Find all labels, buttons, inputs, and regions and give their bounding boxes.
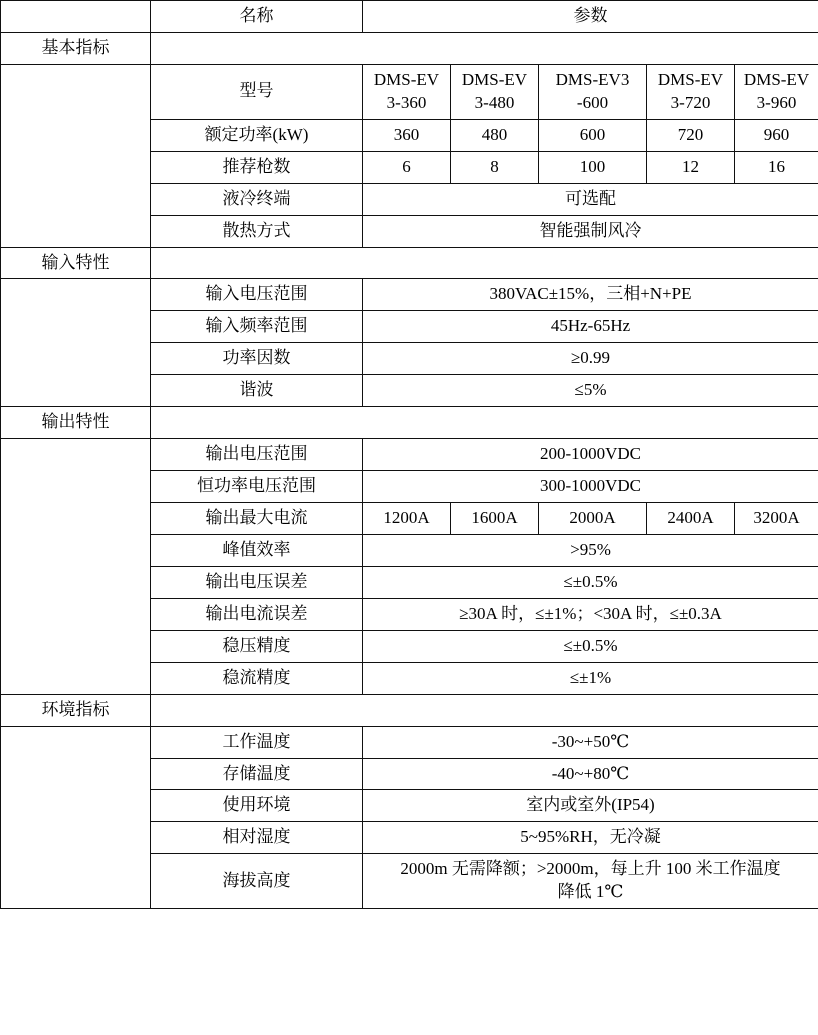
- cell-peak-efficiency: >95%: [363, 534, 818, 566]
- cell-input-frequency-range: 45Hz-65Hz: [363, 311, 818, 343]
- cell-cooling-method: 智能强制风冷: [363, 215, 818, 247]
- header-corner-cell: [1, 1, 151, 33]
- row-label-output-voltage-range: 输出电压范围: [151, 439, 363, 471]
- section-body-spacer-basic: [1, 64, 151, 247]
- cell-max-output-current-1: 1200A: [363, 503, 451, 535]
- row-label-harmonics: 谐波: [151, 375, 363, 407]
- cell-voltage-regulation-accuracy: ≤±0.5%: [363, 630, 818, 662]
- cell-rated-power-1: 360: [363, 119, 451, 151]
- row-label-altitude: 海拔高度: [151, 854, 363, 909]
- cell-current-regulation-accuracy: ≤±1%: [363, 662, 818, 694]
- cell-liquid-cooled-terminal: 可选配: [363, 183, 818, 215]
- cell-model-5: [735, 64, 818, 119]
- section-body-spacer-input: [1, 279, 151, 407]
- section-body-spacer-output: [1, 439, 151, 695]
- cell-gun-count-4: 12: [647, 151, 735, 183]
- cell-rated-power-2: 480: [451, 119, 539, 151]
- cell-altitude: [363, 854, 818, 909]
- cell-rated-power-4: 720: [647, 119, 735, 151]
- section-label-input: 输入特性: [1, 247, 151, 279]
- model-2-line1: DMS-EV: [461, 69, 528, 89]
- cell-max-output-current-4: 2400A: [647, 503, 735, 535]
- section-label-output: 输出特性: [1, 407, 151, 439]
- altitude-line1: 2000m 无需降额；>2000m，每上升 100 米工作温度: [400, 859, 781, 879]
- cell-gun-count-5: 16: [735, 151, 818, 183]
- row-label-liquid-cooled-terminal: 液冷终端: [151, 183, 363, 215]
- section-label-environment: 环境指标: [1, 694, 151, 726]
- row-label-gun-count: 推荐枪数: [151, 151, 363, 183]
- model-5-line2: 3-960: [756, 92, 797, 112]
- cell-gun-count-3: 100: [539, 151, 647, 183]
- cell-harmonics: ≤5%: [363, 375, 818, 407]
- row-label-max-output-current: 输出最大电流: [151, 503, 363, 535]
- section-row-basic: [1, 32, 818, 64]
- table-row: [1, 726, 818, 758]
- model-4-line2: 3-720: [670, 92, 711, 112]
- row-label-constant-power-voltage-range: 恒功率电压范围: [151, 471, 363, 503]
- cell-model-3: [539, 64, 647, 119]
- cell-max-output-current-5: 3200A: [735, 503, 818, 535]
- cell-model-1: [363, 64, 451, 119]
- cell-max-output-current-2: 1600A: [451, 503, 539, 535]
- cell-output-voltage-error: ≤±0.5%: [363, 566, 818, 598]
- header-param-cell: 参数: [363, 1, 818, 33]
- row-label-current-regulation-accuracy: 稳流精度: [151, 662, 363, 694]
- row-label-input-voltage-range: 输入电压范围: [151, 279, 363, 311]
- cell-output-current-error: ≥30A 时，≤±1%；<30A 时，≤±0.3A: [363, 598, 818, 630]
- cell-relative-humidity: 5~95%RH，无冷凝: [363, 822, 818, 854]
- row-label-storage-temperature: 存储温度: [151, 758, 363, 790]
- cell-storage-temperature: -40~+80℃: [363, 758, 818, 790]
- model-3-line1: DMS-EV3: [555, 69, 630, 89]
- row-label-output-voltage-error: 输出电压误差: [151, 566, 363, 598]
- cell-gun-count-2: 8: [451, 151, 539, 183]
- section-spacer-output: [151, 407, 818, 439]
- model-1-line1: DMS-EV: [373, 69, 440, 89]
- row-label-rated-power: 额定功率(kW): [151, 119, 363, 151]
- header-name-cell: 名称: [151, 1, 363, 33]
- section-spacer-basic: [151, 32, 818, 64]
- table-row: [1, 439, 818, 471]
- model-2-line2: 3-480: [474, 92, 515, 112]
- model-1-line2: 3-360: [386, 92, 427, 112]
- section-body-spacer-environment: [1, 726, 151, 909]
- table-header-row: [1, 1, 818, 33]
- cell-input-voltage-range: 380VAC±15%，三相+N+PE: [363, 279, 818, 311]
- row-label-peak-efficiency: 峰值效率: [151, 534, 363, 566]
- section-spacer-environment: [151, 694, 818, 726]
- cell-constant-power-voltage-range: 300-1000VDC: [363, 471, 818, 503]
- cell-model-4: [647, 64, 735, 119]
- section-row-environment: [1, 694, 818, 726]
- altitude-line2: 降低 1℃: [557, 882, 624, 902]
- model-3-line2: -600: [576, 92, 609, 112]
- model-5-line1: DMS-EV: [743, 69, 810, 89]
- section-spacer-input: [151, 247, 818, 279]
- cell-rated-power-5: 960: [735, 119, 818, 151]
- section-row-output: [1, 407, 818, 439]
- row-label-power-factor: 功率因数: [151, 343, 363, 375]
- table-row: [1, 279, 818, 311]
- row-label-relative-humidity: 相对湿度: [151, 822, 363, 854]
- cell-usage-environment: 室内或室外(IP54): [363, 790, 818, 822]
- section-row-input: [1, 247, 818, 279]
- row-label-usage-environment: 使用环境: [151, 790, 363, 822]
- section-label-basic: 基本指标: [1, 32, 151, 64]
- row-label-input-frequency-range: 输入频率范围: [151, 311, 363, 343]
- row-label-output-current-error: 输出电流误差: [151, 598, 363, 630]
- cell-max-output-current-3: 2000A: [539, 503, 647, 535]
- row-label-model: 型号: [151, 64, 363, 119]
- table-row: [1, 64, 818, 119]
- model-4-line1: DMS-EV: [657, 69, 724, 89]
- row-label-cooling-method: 散热方式: [151, 215, 363, 247]
- cell-model-2: [451, 64, 539, 119]
- row-label-voltage-regulation-accuracy: 稳压精度: [151, 630, 363, 662]
- cell-power-factor: ≥0.99: [363, 343, 818, 375]
- cell-output-voltage-range: 200-1000VDC: [363, 439, 818, 471]
- cell-operating-temperature: -30~+50℃: [363, 726, 818, 758]
- cell-rated-power-3: 600: [539, 119, 647, 151]
- row-label-operating-temperature: 工作温度: [151, 726, 363, 758]
- cell-gun-count-1: 6: [363, 151, 451, 183]
